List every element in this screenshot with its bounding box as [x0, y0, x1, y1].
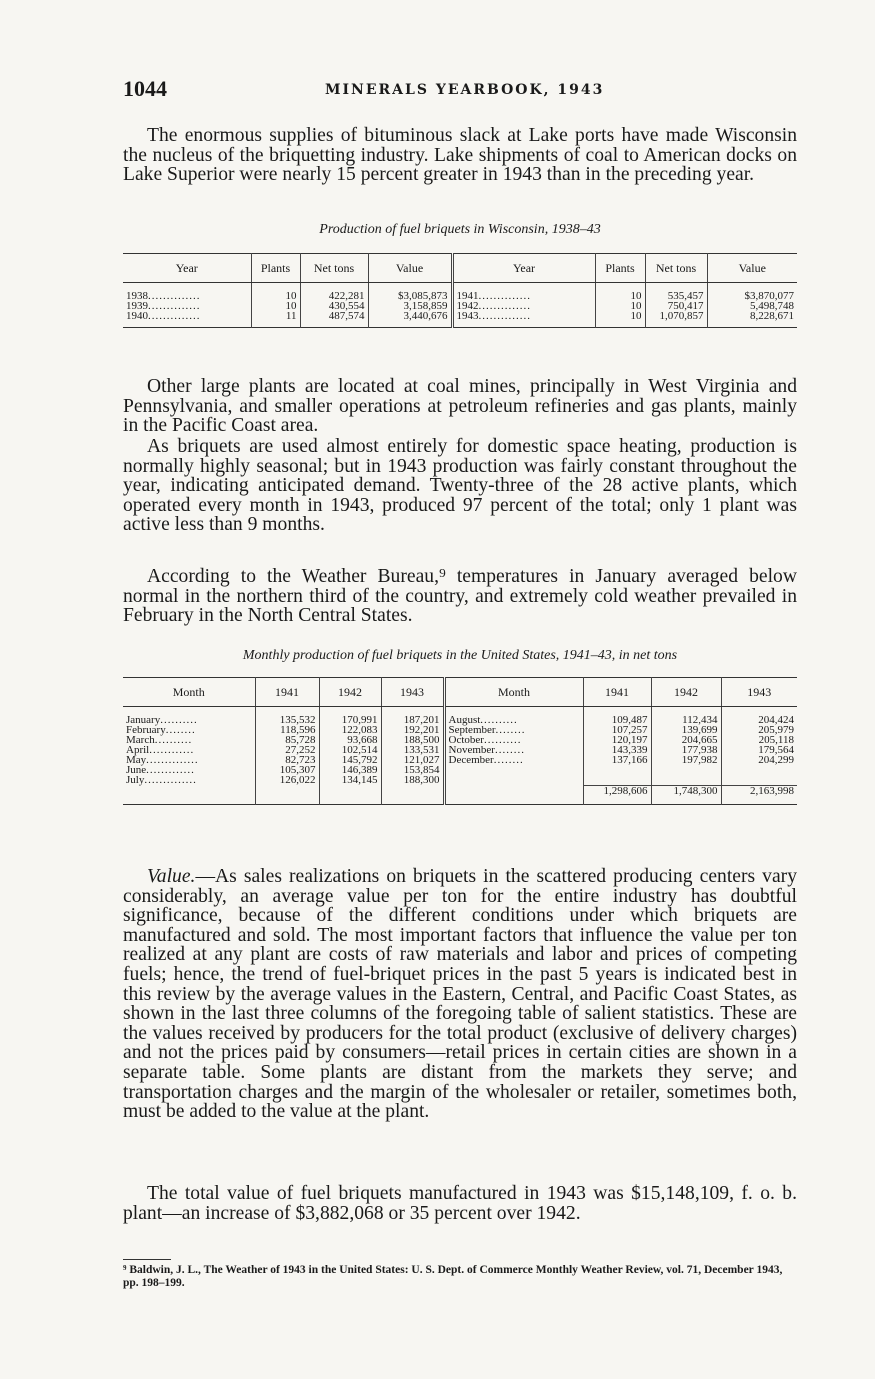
table-row: July.............. 126,022 134,145 188,300 [123, 775, 797, 785]
column-header: Month [123, 678, 255, 707]
footnote: ⁹ Baldwin, J. L., The Weather of 1943 in the United States: U. S. Dept. of Commerce Monthly Weather Review, vol. 71, December 1943, pp. 198–199. [123, 1264, 783, 1289]
footnote-rule [123, 1259, 171, 1260]
column-header: 1943 [381, 678, 444, 707]
column-header: Net tons [645, 254, 707, 283]
value-text: —As sales realizations on briquets in the scattered producing centers vary considerably, an average value per ton for the entire industry has doubtful significance, because of the different conditions under which briquets are manufactured and sold. The most important factors that influence the value per ton realized at any plant are costs of raw materials and labor and prices of competing fuels; hence, the trend of fuel-briquet prices in the past 5 years is indicated best in this review by the average values in the Eastern, Central, and Pacific Coast States, as shown in the last three columns of the foregoing table of salient statistics. These are the values received by producers for the total product (exclusive of delivery charges) and not the prices paid by consumers—retail prices in certain cities are shown in a separate table. Some plants are distant from the markets they serve; and transportation charges and the margin of the wholesaler or retailer, sometimes both, must be added to the value at the plant. [123, 866, 797, 1123]
column-header: Year [452, 254, 595, 283]
page-number: 1044 [123, 76, 167, 101]
table-row: January.......... 135,532 170,991 187,201 August.......... 109,487 112,434 204,424 [123, 715, 797, 725]
table1-caption: Production of fuel briquets in Wisconsin, 1938–43 [319, 222, 601, 237]
paragraph-other-plants: Other large plants are located at coal mines, principally in West Virginia and Pennsylvania, and smaller operations at petroleum refineries and gas plants, mainly in the Pacific Coast area. [123, 376, 797, 437]
column-header: 1942 [651, 678, 721, 707]
column-header: Plants [251, 254, 300, 283]
table-row: June............. 105,307 146,389 153,854 [123, 765, 797, 775]
column-header: Plants [595, 254, 645, 283]
column-header: Value [707, 254, 797, 283]
value-lead: Value. [147, 866, 196, 887]
table-row: March.......... 85,728 93,668 188,500 October.......... 120,197 204,665 205,118 [123, 735, 797, 745]
running-head: MINERALS YEARBOOK, 1943 [325, 82, 605, 98]
column-header: 1941 [255, 678, 319, 707]
column-header: Year [123, 254, 251, 283]
table-row: 1938.............. 10 422,281 $3,085,873 1941.............. 10 535,457 $3,870,077 [123, 291, 797, 301]
paragraph-value [123, 867, 797, 1122]
monthly-production-table [123, 677, 797, 805]
table-row: May.............. 82,723 145,792 121,027 December........ 137,166 197,982 204,299 [123, 755, 797, 765]
paragraph-weather: According to the Weather Bureau,⁹ temperatures in January averaged below normal in the northern third of the country, and extremely cold weather prevailed in February in the North Central States. [123, 566, 797, 627]
column-header: 1941 [583, 678, 651, 707]
wisconsin-production-table [123, 253, 797, 328]
paragraph-total-value: The total value of fuel briquets manufactured in 1943 was $15,148,109, f. o. b. plant—an increase of $3,882,068 or 35 percent over 1942. [123, 1183, 797, 1224]
column-header: 1942 [319, 678, 381, 707]
page-header [123, 76, 795, 102]
paragraph-wisconsin-slack: The enormous supplies of bituminous slack at Lake ports have made Wisconsin the nucleus of the briquetting industry. Lake shipments of coal to American docks on Lake Superior were nearly 15 percent greater in 1943 than in the preceding year. [123, 125, 797, 186]
column-header: Value [368, 254, 452, 283]
table-row: 1940.............. 11 487,574 3,440,676 1943.............. 10 1,070,857 8,228,671 [123, 311, 797, 328]
table-row: 1939.............. 10 430,554 3,158,859 1942.............. 10 750,417 5,498,748 [123, 301, 797, 311]
table-row: April............ 27,252 102,514 133,531 November........ 143,339 177,938 179,564 [123, 745, 797, 755]
column-header: 1943 [721, 678, 797, 707]
table2-caption: Monthly production of fuel briquets in the United States, 1941–43, in net tons [242, 648, 678, 663]
column-header: Net tons [300, 254, 368, 283]
totals-row: 1,298,606 1,748,300 2,163,998 [123, 785, 797, 804]
paragraph-seasonal: As briquets are used almost entirely for domestic space heating, production is normally highly seasonal; but in 1943 production was fairly constant throughout the year, indicating anticipated demand. Twenty-three of the 28 active plants, which operated every month in 1943, produced 97 percent of the total; only 1 plant was active less than 9 months. [123, 436, 797, 536]
table-row: February........ 118,596 122,083 192,201 September........ 107,257 139,699 205,979 [123, 725, 797, 735]
column-header: Month [444, 678, 583, 707]
